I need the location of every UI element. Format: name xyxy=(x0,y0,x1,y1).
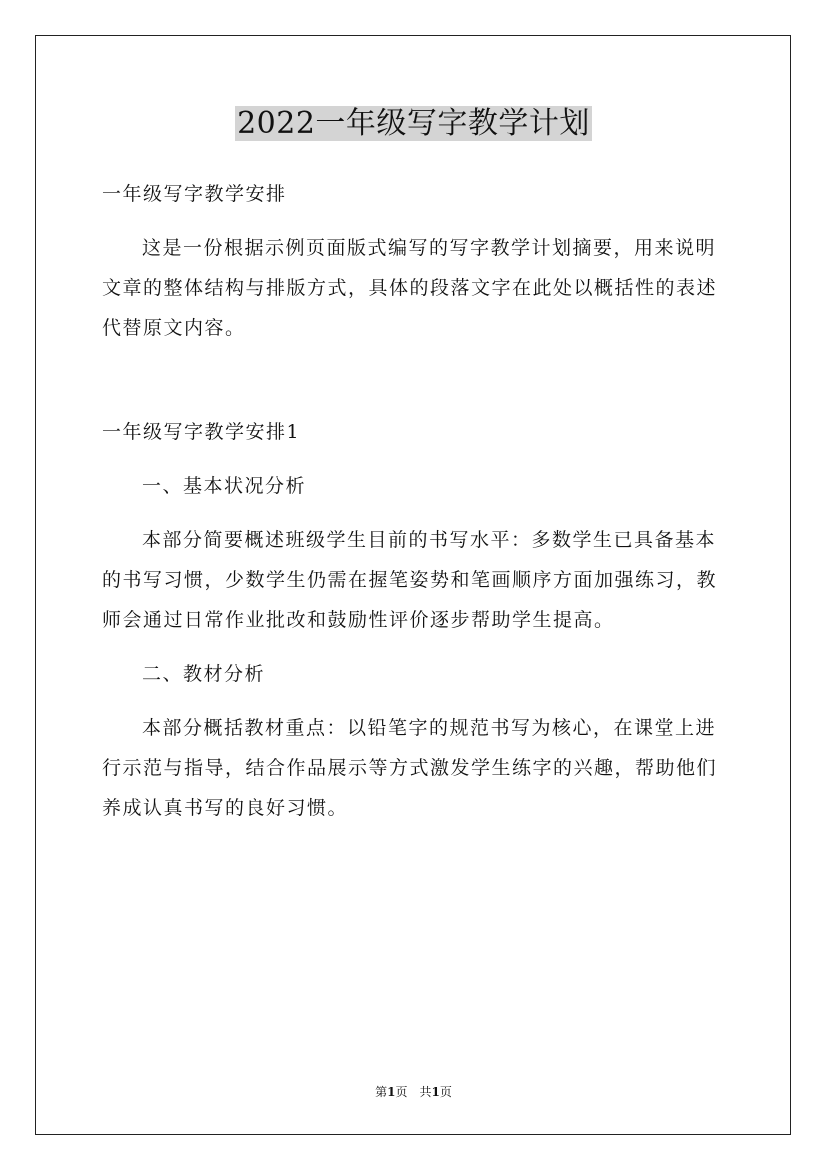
part1-paragraph: 本部分简要概述班级学生目前的书写水平：多数学生已具备基本的书写习惯，少数学生仍需在握笔姿势和笔画顺序方面加强练习，教师会通过日常作业批改和鼓励性评价逐步帮助学生提高。 xyxy=(102,529,718,631)
part2-heading: 二、教材分析 xyxy=(142,663,266,685)
document-title xyxy=(0,103,827,143)
document-title-text: 2022一年级写字教学计划 xyxy=(237,106,590,141)
footer-page-suffix: 页 xyxy=(439,1085,452,1099)
page-footer xyxy=(0,1083,827,1100)
document-body xyxy=(102,174,730,828)
footer-page-current: 1 xyxy=(387,1085,396,1099)
intro-paragraph: 这是一份根据示例页面版式编写的写字教学计划摘要，用来说明文章的整体结构与排版方式，具体的段落文字在此处以概括性的表述代替原文内容。 xyxy=(102,237,718,339)
section-heading: 一年级写字教学安排1 xyxy=(102,421,301,443)
footer-page-total: 1 xyxy=(431,1085,440,1099)
part1-heading: 一、基本状况分析 xyxy=(142,475,307,497)
footer-page-mid: 页 共 xyxy=(395,1085,432,1099)
part2-paragraph: 本部分概括教材重点：以铅笔字的规范书写为核心，在课堂上进行示范与指导，结合作品展示等方式激发学生练字的兴趣，帮助他们养成认真书写的良好习惯。 xyxy=(102,717,718,819)
document-heading: 一年级写字教学安排 xyxy=(102,183,287,205)
footer-page-prefix: 第 xyxy=(375,1085,388,1099)
